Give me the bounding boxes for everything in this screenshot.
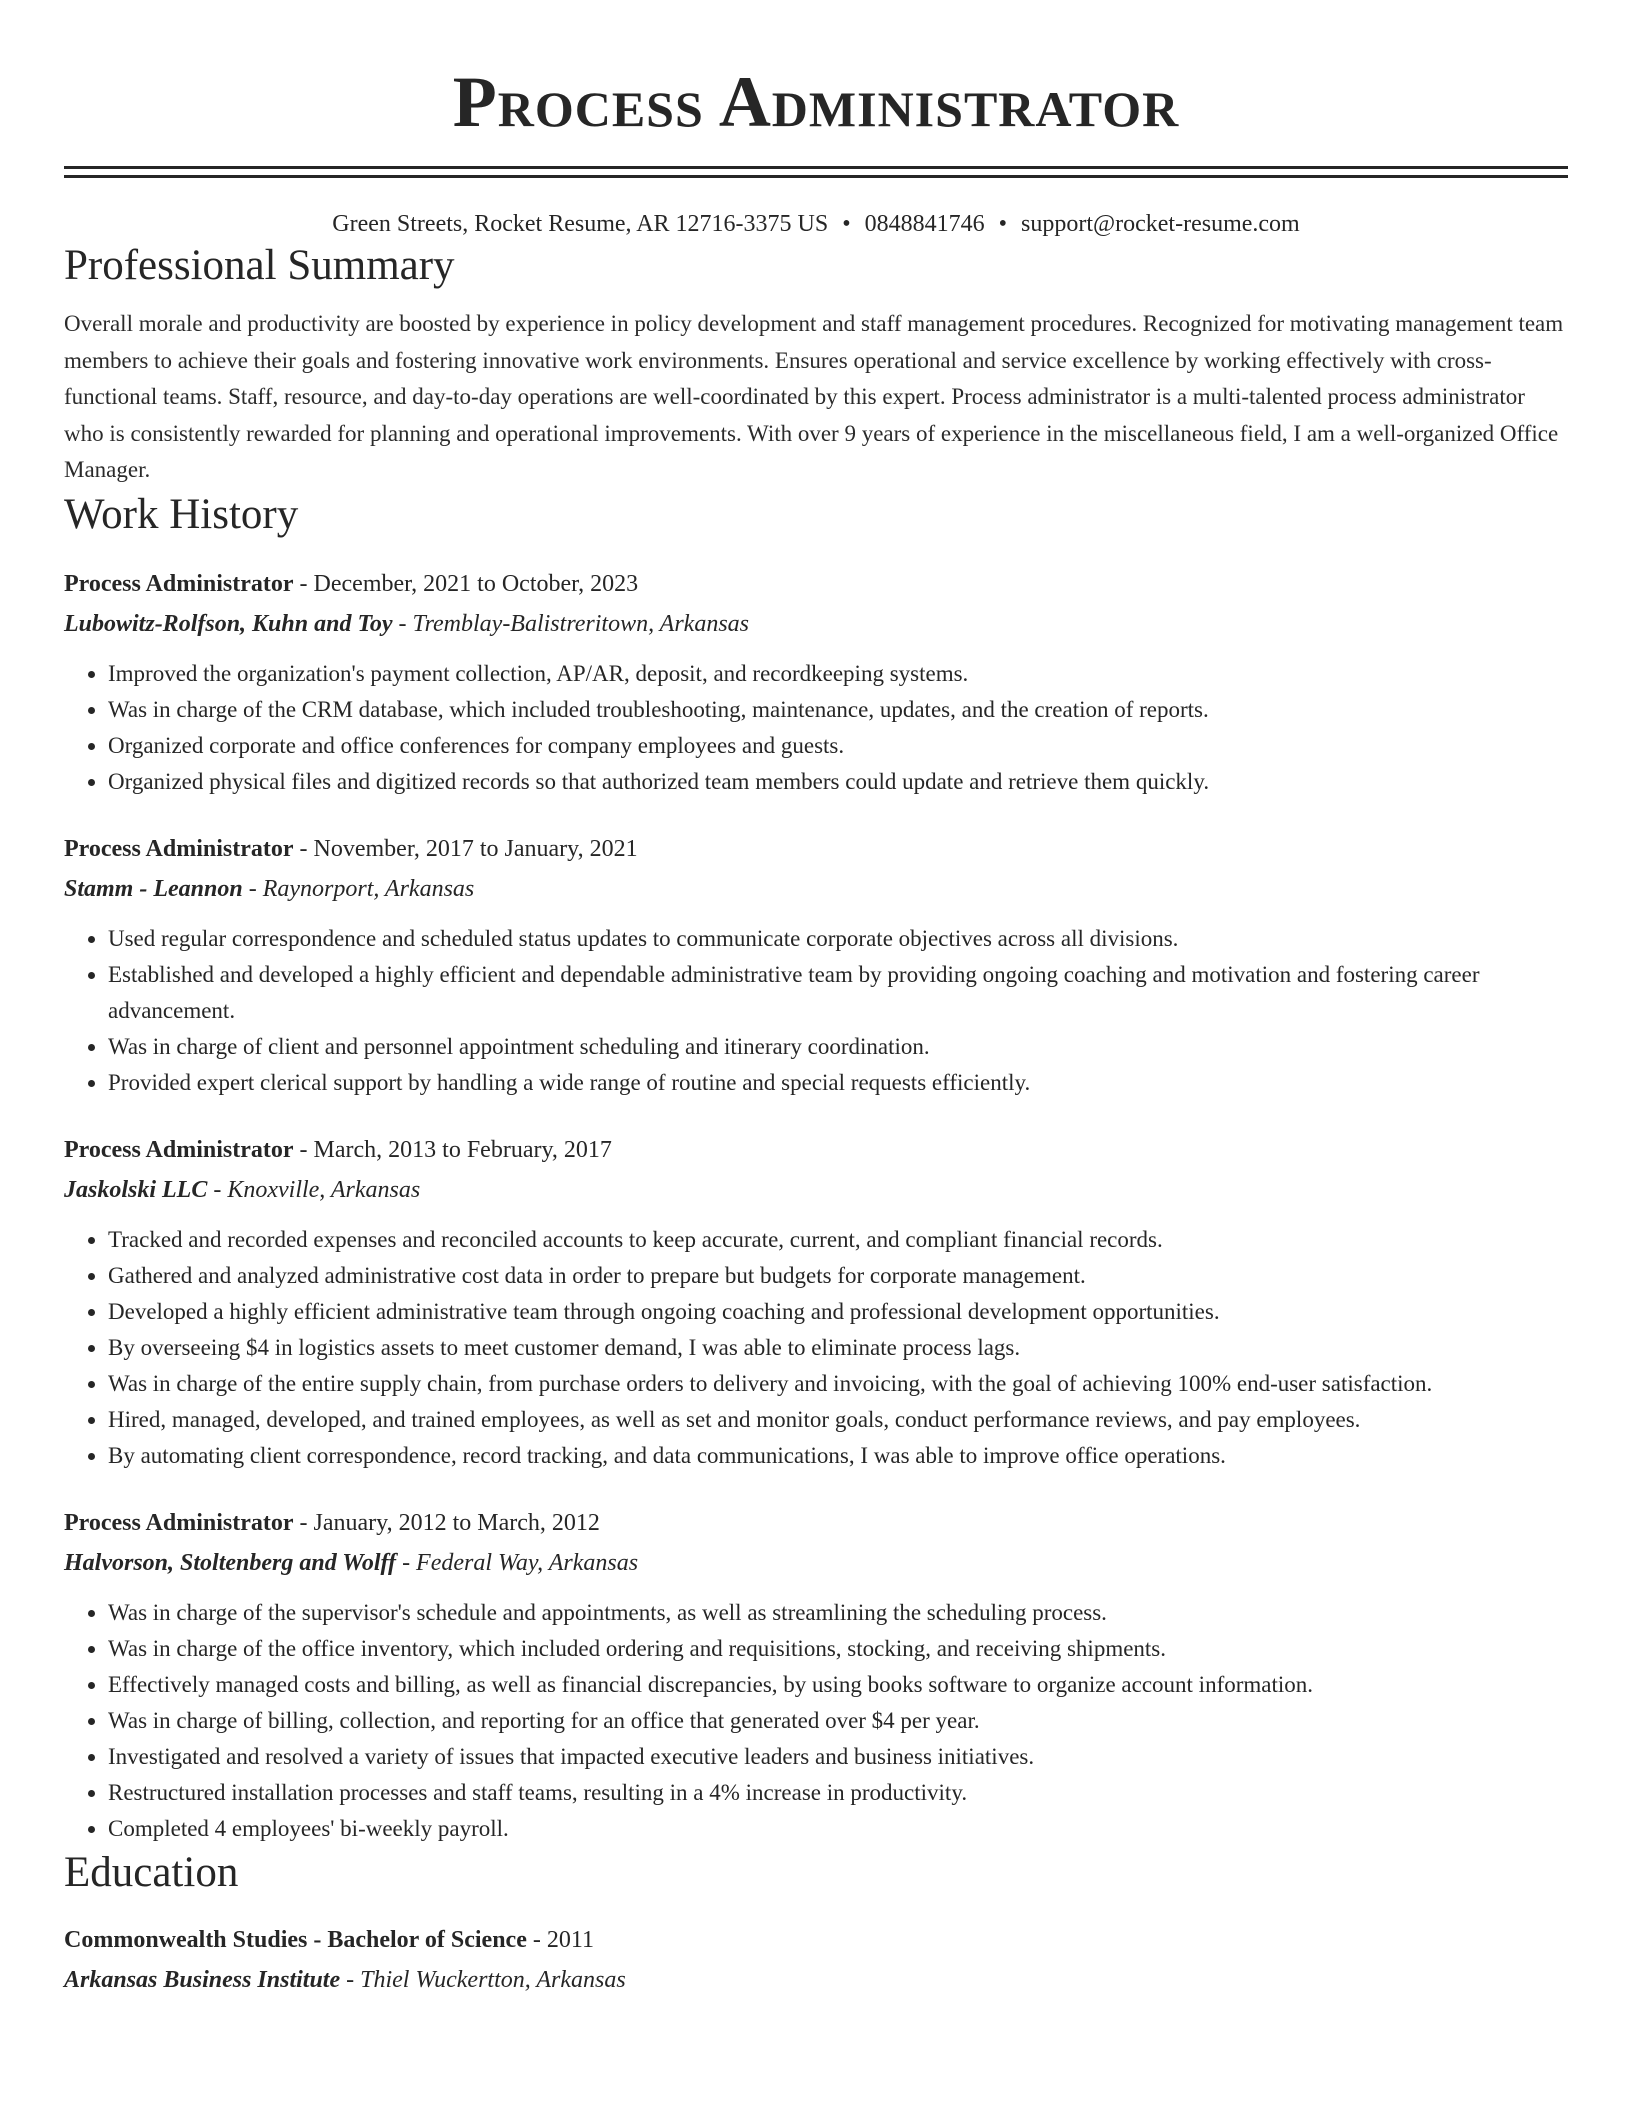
duty-item: • Was in charge of the supervisor's schedule and appointments, as well as streamlining the scheduling process. (108, 1595, 1568, 1631)
job-title: Process Administrator (64, 1136, 294, 1163)
job-company: Jaskolski LLC (64, 1176, 208, 1203)
summary-heading: Professional Summary (64, 242, 455, 289)
job-title: Process Administrator (64, 570, 294, 597)
job-dates: - January, 2012 to March, 2012 (293, 1509, 600, 1536)
job-dates: - November, 2017 to January, 2021 (293, 835, 638, 862)
education-heading: Education (64, 1848, 239, 1896)
job-dates: - December, 2021 to October, 2023 (293, 570, 639, 597)
job-location: - Tremblay-Balistreritown, Arkansas (392, 610, 749, 637)
duty-item: • Organized corporate and office conferences for company employees and guests. (108, 728, 1568, 764)
contact-address: Green Streets, Rocket Resume, AR 12716-3375 US (332, 211, 829, 237)
job-duties-list (64, 1595, 1568, 1847)
contact-separator: • (842, 211, 851, 237)
job-location: - Raynorport, Arkansas (242, 875, 475, 902)
contact-email: support@rocket-resume.com (1021, 211, 1300, 237)
job-entry (64, 1131, 1568, 1474)
duty-item: • By overseeing $4 in logistics assets to meet customer demand, I was able to eliminate process lags. (108, 1330, 1568, 1366)
duty-item: • Tracked and recorded expenses and reconciled accounts to keep accurate, current, and compliant financial records. (108, 1222, 1568, 1258)
work-history-heading: Work History (64, 490, 299, 538)
duty-item: • Restructured installation processes and staff teams, resulting in a 4% increase in productivity. (108, 1775, 1568, 1811)
duty-item: • Was in charge of the office inventory, which included ordering and requisitions, stocking, and receiving shipments. (108, 1631, 1568, 1667)
job-duties-list (64, 656, 1568, 800)
job-title-line (64, 565, 1568, 604)
job-company-line (64, 1170, 1568, 1210)
duty-item: • Organized physical files and digitized records so that authorized team members could update and retrieve them quickly. (108, 764, 1568, 800)
job-title: Process Administrator (64, 1509, 294, 1536)
duty-item: • Developed a highly efficient administrative team through ongoing coaching and professional development opportunities. (108, 1294, 1568, 1330)
contact-separator: • (998, 211, 1008, 237)
duty-item: • Was in charge of billing, collection, and reporting for an office that generated over $4 per year. (108, 1703, 1568, 1739)
duty-item: • Provided expert clerical support by handling a wide range of routine and special requests efficiently. (108, 1065, 1568, 1101)
header-double-rule (64, 166, 1568, 178)
job-location: - Federal Way, Arkansas (396, 1549, 639, 1576)
education-location: - Thiel Wuckertton, Arkansas (340, 1966, 626, 1993)
duty-item: • Was in charge of the entire supply chain, from purchase orders to delivery and invoicing, with the goal of achieving 100% end-user satisfaction. (108, 1366, 1568, 1402)
duty-item: • Was in charge of client and personnel appointment scheduling and itinerary coordination. (108, 1029, 1568, 1065)
job-company-line (64, 604, 1568, 644)
duty-item: • Improved the organization's payment collection, AP/AR, deposit, and recordkeeping systems. (108, 656, 1568, 692)
job-title: Process Administrator (64, 835, 294, 862)
job-company-line (64, 869, 1568, 909)
contact-phone: 0848841746 (864, 211, 985, 237)
duty-item: • By automating client correspondence, record tracking, and data communications, I was able to improve office operations. (108, 1438, 1568, 1474)
job-title-line (64, 830, 1568, 869)
job-duties-list (64, 921, 1568, 1101)
resume-name: Process Administrator (452, 62, 1180, 142)
education-degree-line (64, 1921, 1568, 1960)
job-company: Lubowitz-Rolfson, Kuhn and Toy (64, 610, 393, 637)
education-school-line (64, 1960, 1568, 2000)
job-duties-list (64, 1222, 1568, 1474)
duty-item: • Completed 4 employees' bi-weekly payroll. (108, 1811, 1568, 1847)
job-company-line (64, 1543, 1568, 1583)
education-year: - 2011 (526, 1926, 594, 1953)
education-degree: Commonwealth Studies - Bachelor of Science (64, 1926, 527, 1953)
duty-item: • Was in charge of the CRM database, which included troubleshooting, maintenance, updates, and the creation of reports. (108, 692, 1568, 728)
duty-item: • Effectively managed costs and billing, as well as financial discrepancies, by using books software to organize account information. (108, 1667, 1568, 1703)
duty-item: • Gathered and analyzed administrative cost data in order to prepare but budgets for corporate management. (108, 1258, 1568, 1294)
job-title-line (64, 1504, 1568, 1543)
duty-item: • Used regular correspondence and scheduled status updates to communicate corporate objectives across all divisions. (108, 921, 1568, 957)
job-entry (64, 565, 1568, 800)
job-entry (64, 1504, 1568, 1847)
job-title-line (64, 1131, 1568, 1170)
duty-item: • Hired, managed, developed, and trained employees, as well as set and monitor goals, conduct performance reviews, and pay employees. (108, 1402, 1568, 1438)
summary-text: Overall morale and productivity are boosted by experience in policy development and staff management procedures. Recognized for motivating management team members to achieve their goals and fostering innovative work environments. Ensures operational and service excellence by working effectively with cross-functional teams. Staff, resource, and day-to-day operations are well-coordinated by this expert. Process administrator is a multi-talented process administrator who is consistently rewarded for planning and operational improvements. With over 9 years of experience in the miscellaneous field, I am a well-organized Office Manager. (64, 311, 1564, 482)
education-school: Arkansas Business Institute (64, 1966, 341, 1993)
job-dates: - March, 2013 to February, 2017 (293, 1136, 612, 1163)
duty-item: • Investigated and resolved a variety of issues that impacted executive leaders and business initiatives. (108, 1739, 1568, 1775)
contact-line (64, 208, 1568, 240)
education-entry (64, 1921, 1568, 2000)
job-company: Halvorson, Stoltenberg and Wolff (64, 1549, 397, 1576)
duty-item: • Established and developed a highly efficient and dependable administrative team by providing ongoing coaching and motivation and fostering career advancement. (108, 957, 1568, 1029)
job-location: - Knoxville, Arkansas (207, 1176, 421, 1203)
job-company: Stamm - Leannon (64, 875, 243, 902)
job-entry (64, 830, 1568, 1101)
